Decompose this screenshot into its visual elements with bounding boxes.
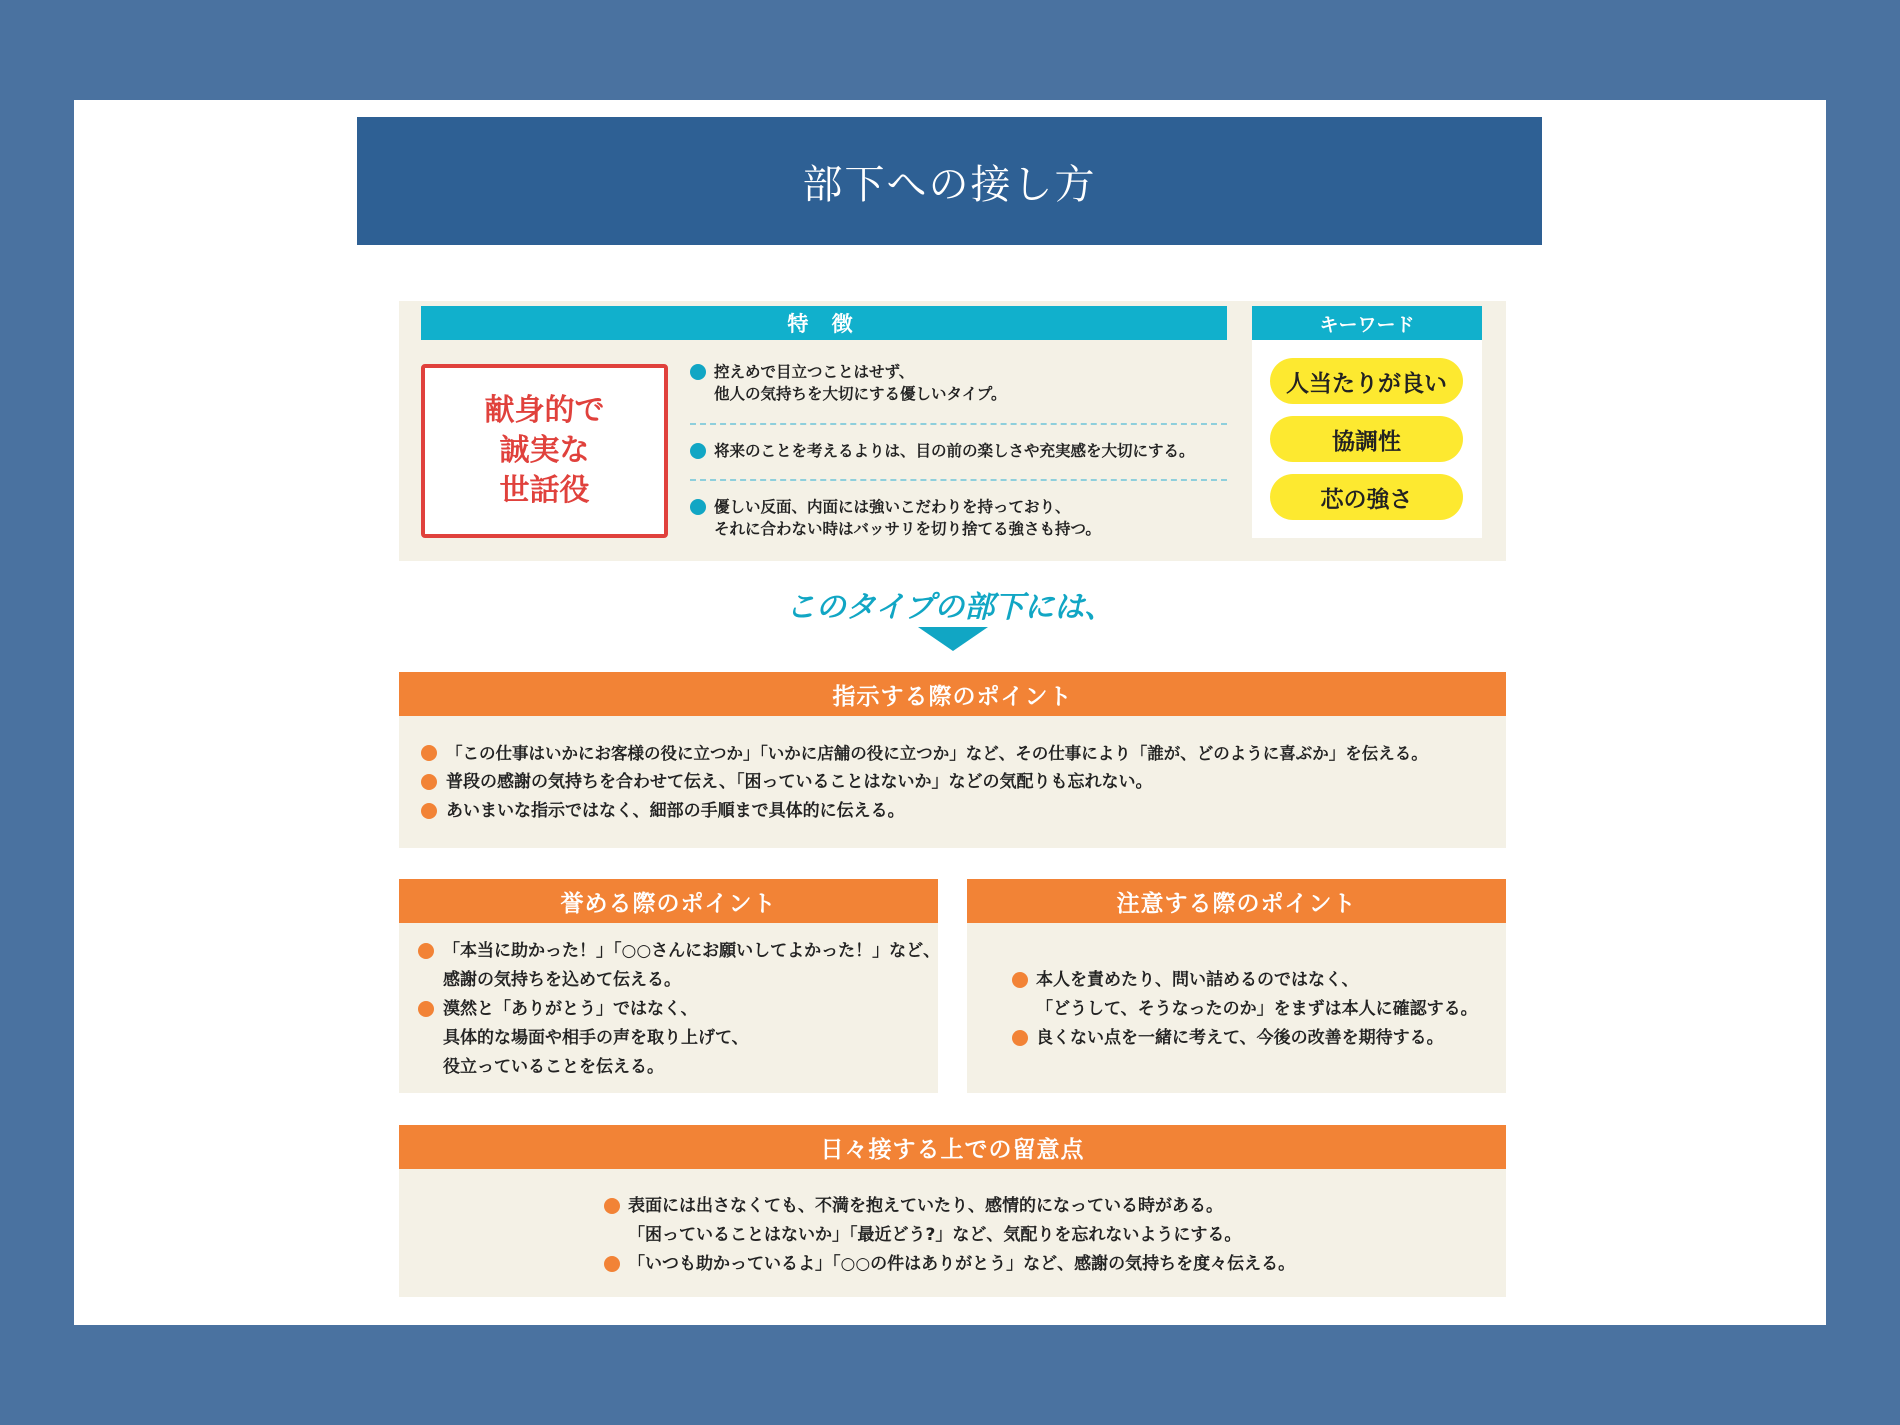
divider — [690, 479, 1227, 481]
instruction-item: 「この仕事はいかにお客様の役に立つか」「いかに店舗の役に立つか」など、その仕事により「誰が、どのように喜ぶか」を伝える。 — [446, 744, 1428, 763]
daily-item: 表面には出さなくても、不満を抱えていたり、感情的になっている時がある。 「困っていることはないか」「最近どう?」など、気配りを忘れないようにする。 — [628, 1196, 1242, 1245]
type-line: 誠実な — [499, 433, 590, 468]
bullet-icon — [1012, 1030, 1028, 1046]
feature-item: 将来のことを考えるよりは、目の前の楽しさや充実感を大切にする。 — [714, 442, 1195, 460]
daily-label: 日々接する上での留意点 — [399, 1125, 1506, 1169]
bullet-icon — [421, 745, 437, 761]
bullet-icon — [421, 803, 437, 819]
feature-item: 優しい反面、内面には強いこだわりを持っており、 それに合わない時はバッサリを切り捨てる強さも持つ。 — [714, 498, 1101, 538]
daily-item: 「いつも助かっているよ」「○○の件はありがとう」など、感謝の気持ちを度々伝える。 — [628, 1254, 1296, 1274]
instruction-item: あいまいな指示ではなく、細部の手順まで具体的に伝える。 — [446, 801, 905, 821]
bullet-icon — [1012, 972, 1028, 988]
keyword-pill: 人当たりが良い — [1270, 358, 1463, 404]
instruction-label: 指示する際のポイント — [399, 672, 1506, 716]
type-label-box — [421, 364, 668, 538]
type-line: 献身的で — [484, 393, 605, 428]
bullet-icon — [690, 443, 706, 459]
bullet-icon — [418, 943, 434, 959]
instruction-item: 普段の感謝の気持ちを合わせて伝え、「困っていることはないか」などの気配りも忘れない。 — [446, 772, 1153, 792]
caution-item: 良くない点を一緒に考えて、今後の改善を期待する。 — [1036, 1028, 1444, 1048]
down-arrow-icon — [918, 627, 988, 651]
bullet-icon — [604, 1256, 620, 1272]
keyword-pill: 芯の強さ — [1270, 474, 1463, 520]
caution-item: 本人を責めたり、問い詰めるのではなく、 「どうして、そうなったのか」をまずは本人に確認する。 — [1036, 970, 1478, 1019]
divider — [690, 423, 1227, 425]
section-subtitle: このタイプの部下には、 — [785, 590, 1115, 625]
keywords-label: キーワード — [1252, 306, 1482, 340]
page-title: 部下への接し方 — [357, 117, 1542, 245]
praise-item: 漠然と「ありがとう」ではなく、 具体的な場面や相手の声を取り上げて、 役立っていることを伝える。 — [443, 999, 749, 1077]
type-line: 世話役 — [499, 473, 590, 508]
bullet-icon — [690, 364, 706, 380]
features-label: 特 徴 — [421, 306, 1227, 340]
feature-item: 控えめで目立つことはせず、 他人の気持ちを大切にする優しいタイプ。 — [714, 363, 1007, 403]
bullet-icon — [421, 774, 437, 790]
caution-label: 注意する際のポイント — [967, 879, 1506, 923]
bullet-icon — [604, 1198, 620, 1214]
praise-label: 誉める際のポイント — [399, 879, 938, 923]
bullet-icon — [418, 1001, 434, 1017]
keyword-pill: 協調性 — [1270, 416, 1463, 462]
praise-item: 「本当に助かった！」「○○さんにお願いしてよかった！」など、 感謝の気持ちを込めて伝える。 — [443, 941, 941, 990]
bullet-icon — [690, 499, 706, 515]
